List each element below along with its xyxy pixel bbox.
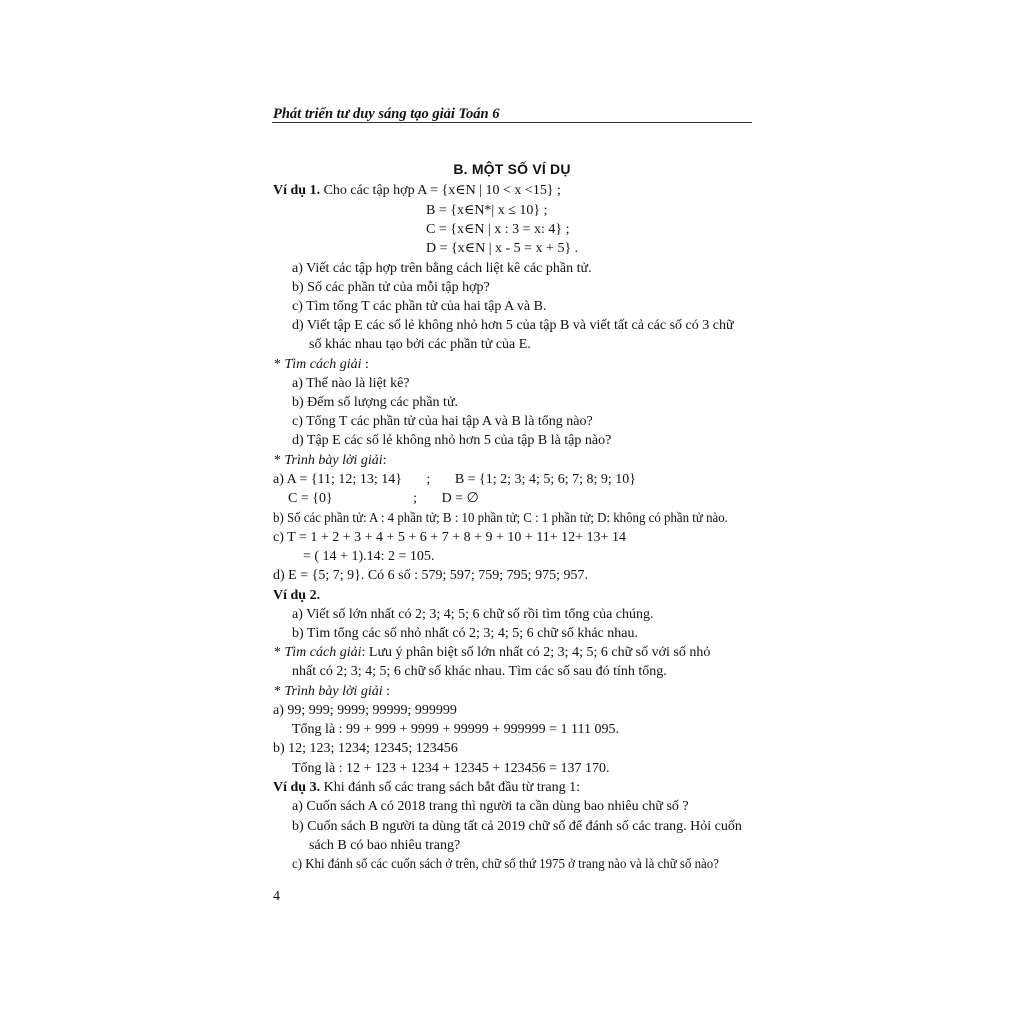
question-line: a) Cuốn sách A có 2018 trang thì người ta cần dùng bao nhiêu chữ số ? (292, 799, 689, 814)
hint-line: nhất có 2; 3; 4; 5; 6 chữ số khác nhau. Tìm các số sau đó tính tổng. (292, 664, 667, 679)
solution-heading: * Trình bày lời giải: (274, 453, 387, 468)
question-line: sách B có bao nhiêu trang? (309, 838, 461, 853)
example-1-intro: Ví dụ 1. Cho các tập hợp A = {x∈N | 10 < x <15} ; (273, 183, 561, 198)
solution-heading: * Trình bày lời giải : (274, 684, 390, 699)
example-3-intro: Ví dụ 3. Khi đánh số các trang sách bắt đầu từ trang 1: (273, 780, 580, 795)
header-rule (272, 122, 752, 123)
hint-line: a) Thế nào là liệt kê? (292, 376, 410, 391)
solution-line: d) E = {5; 7; 9}. Có 6 số : 579; 597; 759; 795; 975; 957. (273, 568, 588, 583)
question-line: c) Khi đánh số các cuốn sách ở trên, chữ số thứ 1975 ở trang nào và là chữ số nào? (292, 857, 719, 872)
question-line: a) Viết các tập hợp trên bằng cách liệt kê các phần tử. (292, 261, 592, 276)
solution-line: Tổng là : 99 + 999 + 9999 + 99999 + 999999 = 1 111 095. (292, 722, 619, 737)
question-line: c) Tìm tổng T các phần tử của hai tập A và B. (292, 299, 547, 314)
solution-line: b) Số các phần tử: A : 4 phần tử; B : 10 phần tử; C : 1 phần tử; D: không có phần tử nào. (273, 511, 728, 526)
set-d-definition: D = {x∈N | x - 5 = x + 5} . (426, 241, 579, 256)
set-c-definition: C = {x∈N | x : 3 = x: 4} ; (426, 222, 570, 237)
question-line: số khác nhau tạo bởi các phần tử của E. (309, 337, 531, 352)
hint-line: b) Đếm số lượng các phần tử. (292, 395, 459, 410)
example-label: Ví dụ 2. (273, 588, 321, 603)
solution-line: Tổng là : 12 + 123 + 1234 + 12345 + 123456 = 137 170. (292, 761, 610, 776)
question-line: b) Cuốn sách B người ta dùng tất cả 2019 chữ số để đánh số các trang. Hỏi cuốn (292, 819, 742, 834)
solution-line: b) 12; 123; 1234; 12345; 123456 (273, 741, 458, 756)
page-number: 4 (273, 889, 280, 904)
solution-hint-heading: * Tìm cách giải: Lưu ý phân biệt số lớn nhất có 2; 3; 4; 5; 6 chữ số với số nhỏ (274, 645, 711, 660)
question-line: a) Viết số lớn nhất có 2; 3; 4; 5; 6 chữ số rồi tìm tổng của chúng. (292, 607, 654, 622)
solution-line: a) A = {11; 12; 13; 14} ; B = {1; 2; 3; 4; 5; 6; 7; 8; 9; 10} (273, 472, 636, 487)
solution-line: c) T = 1 + 2 + 3 + 4 + 5 + 6 + 7 + 8 + 9 + 10 + 11+ 12+ 13+ 14 (273, 530, 626, 545)
question-line: b) Tìm tổng các số nhỏ nhất có 2; 3; 4; 5; 6 chữ số khác nhau. (292, 626, 638, 641)
hint-line: c) Tổng T các phần tử của hai tập A và B là tổng nào? (292, 414, 593, 429)
hint-line: d) Tập E các số lẻ không nhỏ hơn 5 của tập B là tập nào? (292, 433, 612, 448)
example-label: Ví dụ 3. (273, 780, 321, 795)
solution-line: a) 99; 999; 9999; 99999; 999999 (273, 703, 457, 718)
solution-line: = ( 14 + 1).14: 2 = 105. (303, 549, 435, 564)
example-2-heading (273, 588, 320, 604)
solution-hint-heading: * Tìm cách giải : (274, 357, 369, 372)
question-line: b) Số các phần tử của mỗi tập hợp? (292, 280, 490, 295)
example-label: Ví dụ 1. (273, 183, 321, 198)
solution-line: C = {0} ; D = ∅ (288, 491, 479, 506)
running-header: Phát triển tư duy sáng tạo giải Toán 6 (273, 106, 500, 122)
section-title: B. MỘT SỐ VÍ DỤ (453, 161, 571, 177)
set-b-definition: B = {x∈N*| x ≤ 10} ; (426, 203, 548, 218)
question-line: d) Viết tập E các số lẻ không nhỏ hơn 5 của tập B và viết tất cả các số có 3 chữ (292, 318, 734, 333)
